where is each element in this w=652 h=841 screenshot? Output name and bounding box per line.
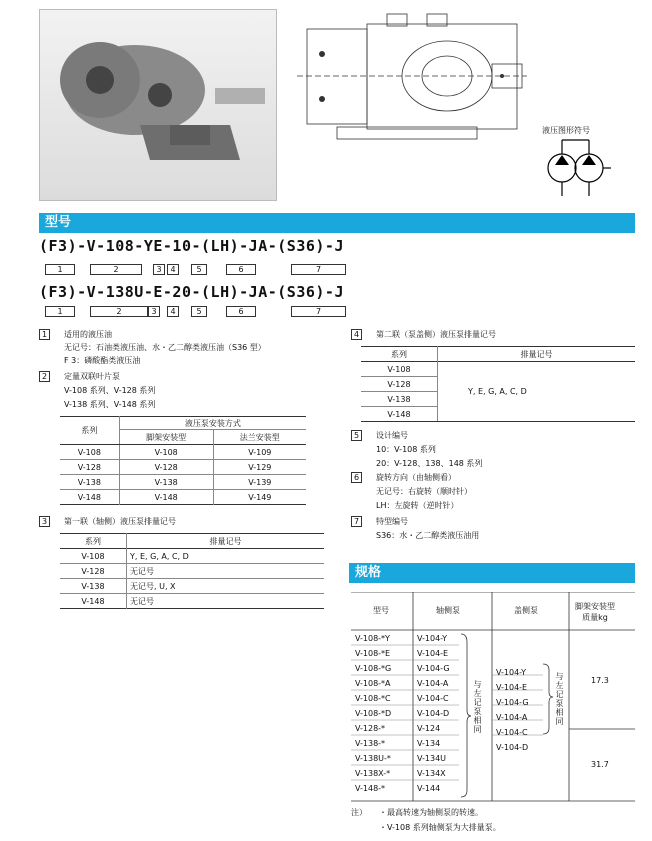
table-cell: V-108 [361,362,438,377]
table-cell: V-139 [248,477,272,487]
spec-shaft: V-104-Y [417,634,447,643]
table-header: 系列 [361,347,438,362]
spec-shaft: V-104-E [417,649,449,658]
spec-shaft: V-134 [417,739,441,748]
table-cell: V-108 [60,549,127,564]
table-header: 液压泵安装方式 [184,418,241,428]
item-number: 3 [39,516,50,527]
item7-line: S36：水・乙二醇类液压油用 [376,531,480,540]
table-cell: V-128 [60,460,119,475]
spec-header: 型号 [373,606,389,615]
spec-cover: V-104-A [496,713,528,722]
code-box: 3 [148,306,160,317]
spec-shaft: V-104-D [417,709,450,718]
spec-cover: V-104-Y [496,668,526,677]
item3-title: 第一联（轴侧）液压泵排量记号 [64,517,176,526]
spec-mass: 17.3 [591,676,609,685]
table-cell: 无记号 [130,566,154,576]
code-box: 4 [167,264,179,275]
mount-table [60,416,306,505]
spec-header: 脚架安装型 质量kg [575,602,615,622]
spec-cover: V-104-E [496,683,528,692]
code-box: 5 [191,306,207,317]
model-code-line-1: (F3)-V-108-YE-10-(LH)-JA-(S36)-J [39,237,344,255]
table-cell: V-108 [119,445,213,460]
spec-model: V-138U-* [355,754,391,763]
spec-notes-label: 注） [351,808,367,817]
item5-title: 设计编号 [376,431,408,440]
code-box: 2 [90,306,148,317]
table-cell: V-138 [119,475,213,490]
table-cell: Y, E, G, A, C, D [438,362,636,422]
item1-line: 无记号：石油类液压油、水・乙二醇类液压油（S36 型） [64,343,266,352]
section-header-spec: 规格 [349,563,635,583]
spec-shaft: V-104-C [417,694,449,703]
table-cell: V-128 [60,564,127,579]
spec-model: V-108-*Y [355,634,390,643]
item1-line: F 3：磷酸酯类液压油 [64,356,141,365]
table-cell: V-129 [248,462,272,472]
code-box: 1 [45,306,75,317]
code-box: 6 [226,306,256,317]
table-cell: V-149 [248,492,272,502]
item-number: 7 [351,516,362,527]
section-header-model: 型号 [39,213,635,233]
table-header: 系列 [60,417,119,445]
code-box: 7 [291,306,346,317]
item-number: 6 [351,472,362,483]
spec-model: V-138-* [355,739,386,748]
item-number: 4 [351,329,362,340]
table-header: 系列 [60,534,127,549]
code-box: 6 [226,264,256,275]
spec-note-shaft: 与左记泵相同 [473,680,482,734]
item2-line: V-108 系列、V-128 系列 [64,386,156,395]
table-cell: V-148 [361,407,438,422]
item1-title: 适用的液压油 [64,330,112,339]
table-cell: V-148 [60,490,119,505]
table-cell: 无记号, U, X [130,581,176,591]
spec-shaft: V-104-A [417,679,449,688]
spec-model: V-148-* [355,784,386,793]
spec-shaft: V-124 [417,724,441,733]
item6-title: 旋转方向（由轴侧看） [376,473,456,482]
spec-table [351,592,635,802]
code-box: 1 [45,264,75,275]
spec-shaft: V-104-G [417,664,450,673]
table-header: 排量记号 [520,349,553,359]
spec-note: ・V-108 系列轴侧泵为大排量泵。 [379,823,501,832]
item-number: 5 [351,430,362,441]
spec-shaft: V-134U [417,754,447,763]
spec-cover: V-104-D [496,743,529,752]
spec-model: V-108-*D [355,709,392,718]
code-box: 2 [90,264,142,275]
code-box: 3 [153,264,165,275]
table-cell: V-109 [248,447,272,457]
item7-title: 特型编号 [376,517,408,526]
item2-line: V-138 系列、V-148 系列 [64,400,156,409]
spec-model: V-108-*C [355,694,391,703]
table-cell: V-128 [119,460,213,475]
table-header: 脚架安装型 [119,430,213,445]
pump-photo [39,9,277,201]
spec-cover: V-104-C [496,728,528,737]
table-cell: V-128 [361,377,438,392]
hydraulic-symbol [541,137,611,199]
table-cell: V-148 [119,490,213,505]
item2-title: 定量双联叶片泵 [64,372,120,381]
item-number: 1 [39,329,50,340]
shaft-displacement-table [60,533,324,609]
table-cell: 无记号 [130,596,154,606]
spec-model: V-138X-* [355,769,391,778]
spec-model: V-108-*G [355,664,392,673]
table-header: 排量记号 [209,536,242,546]
item6-line: 无记号：右旋转（顺时针） [376,487,472,496]
code-box: 7 [291,264,346,275]
spec-note: ・最高转速为轴侧泵的转速。 [379,808,483,817]
table-cell: V-138 [60,579,127,594]
spec-mass: 31.7 [591,760,609,769]
code-box: 5 [191,264,207,275]
code-box: 4 [167,306,179,317]
table-cell: V-138 [361,392,438,407]
table-cell: V-148 [60,594,127,609]
spec-header: 轴侧泵 [436,606,460,615]
item6-line: LH：左旋转（逆时针） [376,501,459,510]
spec-shaft: V-144 [417,784,441,793]
table-cell: Y, E, G, A, C, D [130,551,189,561]
item5-line: 10：V-108 系列 [376,445,436,454]
spec-model: V-108-*E [355,649,391,658]
spec-note-cover: 与左记泵相同 [555,672,564,726]
table-cell: V-138 [60,475,119,490]
spec-cover: V-104-G [496,698,529,707]
cross-section-drawing [297,9,527,154]
spec-model: V-108-*A [355,679,391,688]
model-code-line-2: (F3)-V-138U-E-20-(LH)-JA-(S36)-J [39,283,344,301]
item4-title: 第二联（泵盖侧）液压泵排量记号 [376,330,496,339]
spec-header: 盖侧泵 [514,606,538,615]
spec-model: V-128-* [355,724,386,733]
symbol-label: 液压图形符号 [542,126,590,135]
table-header: 法兰安装型 [213,430,306,445]
spec-shaft: V-134X [417,769,446,778]
item-number: 2 [39,371,50,382]
table-cell: V-108 [60,445,119,460]
cover-displacement-table [361,346,635,422]
item5-line: 20：V-128、138、148 系列 [376,459,483,468]
